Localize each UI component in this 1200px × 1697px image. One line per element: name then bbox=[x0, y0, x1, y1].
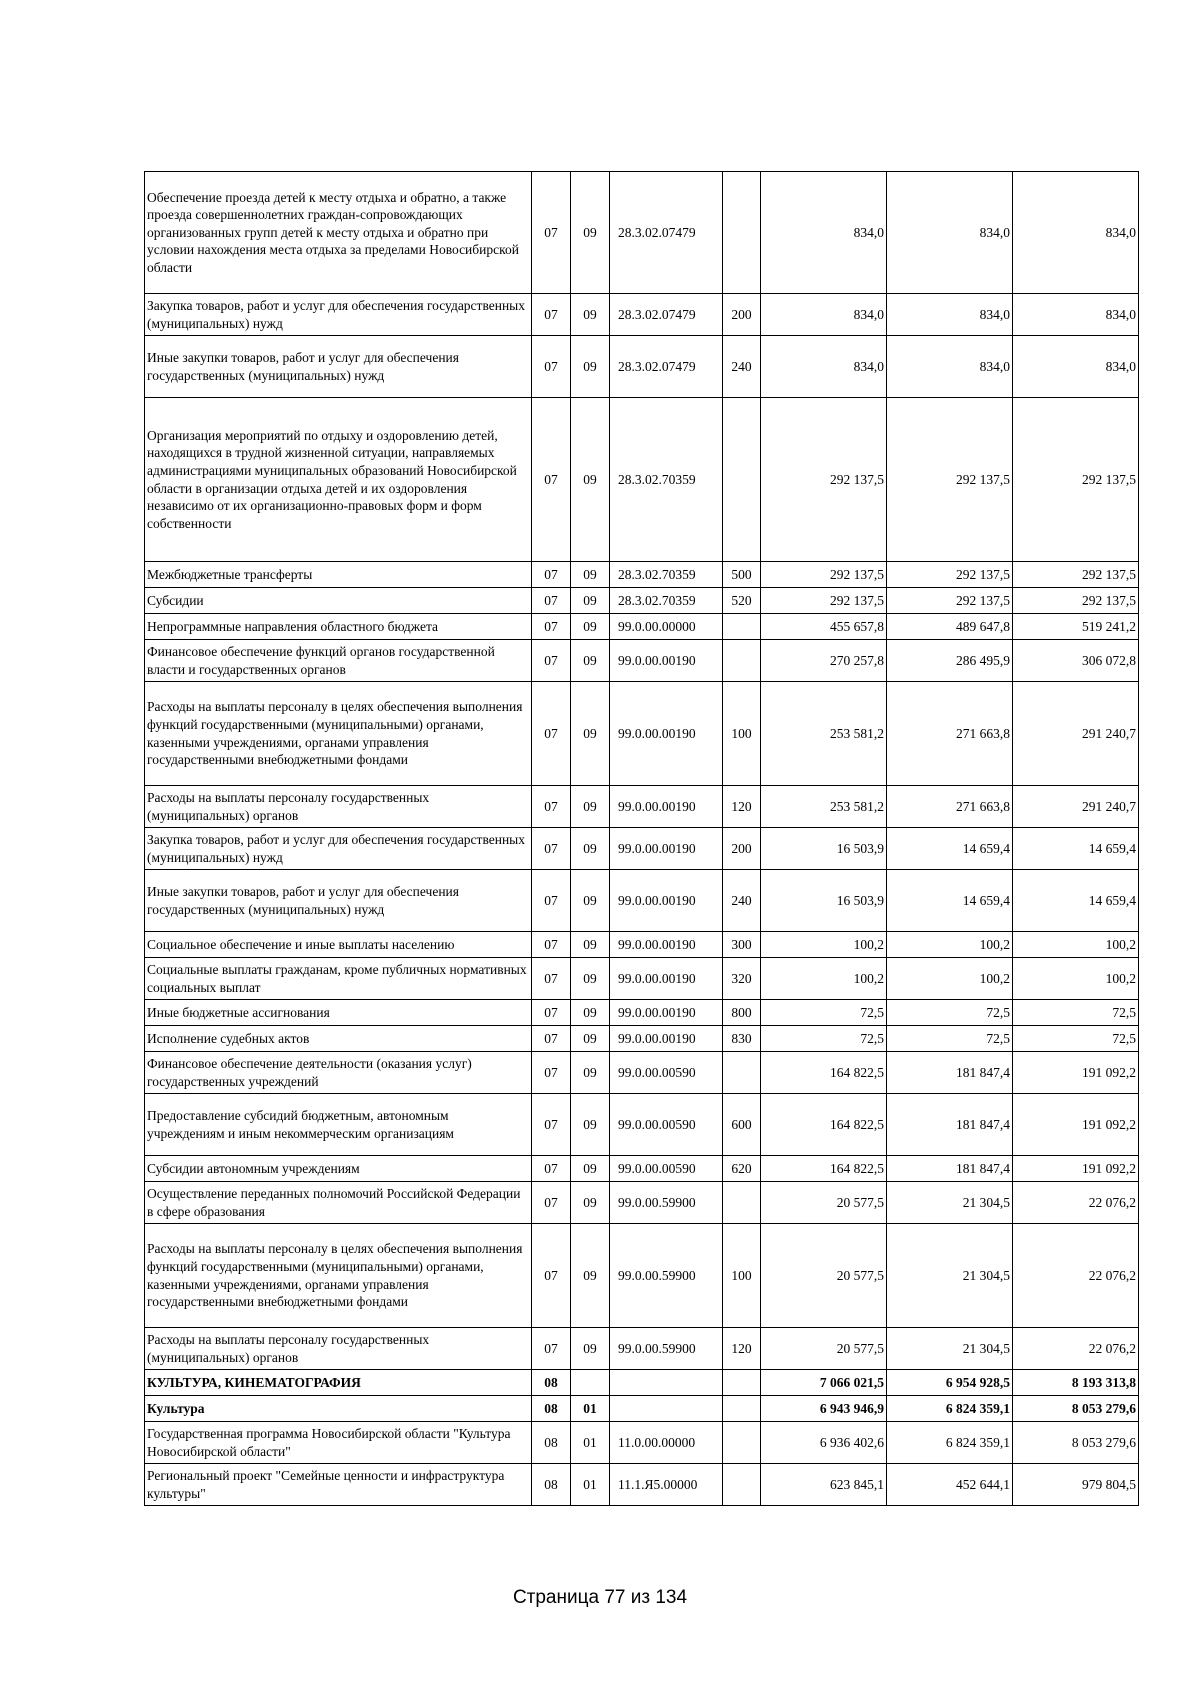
amount-year-3: 292 137,5 bbox=[1013, 588, 1139, 614]
amount-year-3: 8 053 279,6 bbox=[1013, 1396, 1139, 1422]
subsection-code: 09 bbox=[571, 1328, 610, 1370]
subsection-code: 09 bbox=[571, 1182, 610, 1224]
amount-year-2: 72,5 bbox=[887, 1000, 1013, 1026]
amount-year-1: 292 137,5 bbox=[761, 588, 887, 614]
amount-year-1: 6 936 402,6 bbox=[761, 1422, 887, 1464]
row-name: Расходы на выплаты персоналу государственных (муниципальных) органов bbox=[145, 1328, 532, 1370]
section-code: 07 bbox=[532, 1156, 571, 1182]
subsection-code: 09 bbox=[571, 1156, 610, 1182]
row-name: Социальное обеспечение и иные выплаты населению bbox=[145, 932, 532, 958]
target-article-code: 99.0.00.00590 bbox=[610, 1156, 723, 1182]
amount-year-3: 191 092,2 bbox=[1013, 1094, 1139, 1156]
section-code: 07 bbox=[532, 1000, 571, 1026]
row-name: Региональный проект "Семейные ценности и инфраструктура культуры" bbox=[145, 1464, 532, 1506]
amount-year-1: 16 503,9 bbox=[761, 870, 887, 932]
row-name: Организация мероприятий по отдыху и оздоровлению детей, находящихся в трудной жизненной ситуации, направляемых администрациями муниципальных образований Новосибирской области в организации отдыха детей и их оздоровления независимо от их организационно-правовых форм и форм собственности bbox=[145, 398, 532, 562]
amount-year-2: 292 137,5 bbox=[887, 562, 1013, 588]
amount-year-1: 6 943 946,9 bbox=[761, 1396, 887, 1422]
amount-year-3: 8 053 279,6 bbox=[1013, 1422, 1139, 1464]
amount-year-2: 6 824 359,1 bbox=[887, 1422, 1013, 1464]
subsection-code: 09 bbox=[571, 1000, 610, 1026]
amount-year-3: 979 804,5 bbox=[1013, 1464, 1139, 1506]
row-name: Государственная программа Новосибирской области "Культура Новосибирской области" bbox=[145, 1422, 532, 1464]
target-article-code: 99.0.00.00190 bbox=[610, 682, 723, 786]
amount-year-1: 623 845,1 bbox=[761, 1464, 887, 1506]
table-row bbox=[145, 1224, 1139, 1328]
amount-year-1: 164 822,5 bbox=[761, 1094, 887, 1156]
section-code: 07 bbox=[532, 1328, 571, 1370]
expense-type-code bbox=[723, 640, 761, 682]
table-row bbox=[145, 958, 1139, 1000]
expense-type-code: 100 bbox=[723, 1224, 761, 1328]
table-row bbox=[145, 614, 1139, 640]
section-code: 07 bbox=[532, 1182, 571, 1224]
expense-type-code bbox=[723, 1464, 761, 1506]
subsection-code: 09 bbox=[571, 1224, 610, 1328]
amount-year-2: 286 495,9 bbox=[887, 640, 1013, 682]
target-article-code: 99.0.00.00190 bbox=[610, 1026, 723, 1052]
target-article-code bbox=[610, 1370, 723, 1396]
amount-year-1: 834,0 bbox=[761, 172, 887, 294]
section-code: 07 bbox=[532, 786, 571, 828]
row-name: Иные бюджетные ассигнования bbox=[145, 1000, 532, 1026]
table-row bbox=[145, 398, 1139, 562]
row-name: Обеспечение проезда детей к месту отдыха и обратно, а также проезда совершеннолетних граждан-сопровождающих организованных групп детей к месту отдыха и обратно при условии нахождения места отдыха за пределами Новосибирской области bbox=[145, 172, 532, 294]
row-name: Непрограммные направления областного бюджета bbox=[145, 614, 532, 640]
amount-year-3: 22 076,2 bbox=[1013, 1328, 1139, 1370]
expense-type-code: 620 bbox=[723, 1156, 761, 1182]
amount-year-2: 834,0 bbox=[887, 294, 1013, 336]
subsection-code: 09 bbox=[571, 562, 610, 588]
subsection-code: 09 bbox=[571, 682, 610, 786]
table-row bbox=[145, 562, 1139, 588]
amount-year-2: 271 663,8 bbox=[887, 786, 1013, 828]
amount-year-2: 72,5 bbox=[887, 1026, 1013, 1052]
amount-year-3: 292 137,5 bbox=[1013, 562, 1139, 588]
section-code: 07 bbox=[532, 614, 571, 640]
amount-year-3: 22 076,2 bbox=[1013, 1224, 1139, 1328]
expense-type-code bbox=[723, 172, 761, 294]
target-article-code: 99.0.00.00190 bbox=[610, 870, 723, 932]
amount-year-3: 834,0 bbox=[1013, 172, 1139, 294]
amount-year-2: 100,2 bbox=[887, 932, 1013, 958]
amount-year-3: 191 092,2 bbox=[1013, 1156, 1139, 1182]
target-article-code: 99.0.00.59900 bbox=[610, 1224, 723, 1328]
amount-year-2: 489 647,8 bbox=[887, 614, 1013, 640]
subsection-code bbox=[571, 1370, 610, 1396]
table-row bbox=[145, 1026, 1139, 1052]
amount-year-2: 6 824 359,1 bbox=[887, 1396, 1013, 1422]
table-row bbox=[145, 1182, 1139, 1224]
target-article-code: 28.3.02.70359 bbox=[610, 398, 723, 562]
table-row bbox=[145, 1000, 1139, 1026]
amount-year-3: 191 092,2 bbox=[1013, 1052, 1139, 1094]
table-row bbox=[145, 172, 1139, 294]
subsection-code: 09 bbox=[571, 614, 610, 640]
amount-year-2: 21 304,5 bbox=[887, 1328, 1013, 1370]
subsection-code: 09 bbox=[571, 932, 610, 958]
row-name: Межбюджетные трансферты bbox=[145, 562, 532, 588]
expense-type-code bbox=[723, 1422, 761, 1464]
expense-type-code: 320 bbox=[723, 958, 761, 1000]
row-name: Иные закупки товаров, работ и услуг для обеспечения государственных (муниципальных) нужд bbox=[145, 336, 532, 398]
expense-type-code bbox=[723, 1370, 761, 1396]
section-code: 07 bbox=[532, 932, 571, 958]
amount-year-3: 291 240,7 bbox=[1013, 682, 1139, 786]
target-article-code: 99.0.00.59900 bbox=[610, 1182, 723, 1224]
row-name: Социальные выплаты гражданам, кроме публичных нормативных социальных выплат bbox=[145, 958, 532, 1000]
amount-year-3: 72,5 bbox=[1013, 1000, 1139, 1026]
section-code: 08 bbox=[532, 1464, 571, 1506]
row-name: Финансовое обеспечение функций органов государственной власти и государственных органов bbox=[145, 640, 532, 682]
subsection-code: 01 bbox=[571, 1396, 610, 1422]
table-row bbox=[145, 828, 1139, 870]
table-row bbox=[145, 1464, 1139, 1506]
amount-year-1: 164 822,5 bbox=[761, 1156, 887, 1182]
amount-year-2: 452 644,1 bbox=[887, 1464, 1013, 1506]
row-name: Предоставление субсидий бюджетным, автономным учреждениям и иным некоммерческим организациям bbox=[145, 1094, 532, 1156]
row-name: Субсидии bbox=[145, 588, 532, 614]
page-number: Страница 77 из 134 bbox=[512, 1587, 688, 1608]
table-row bbox=[145, 786, 1139, 828]
row-name: Осуществление переданных полномочий Российской Федерации в сфере образования bbox=[145, 1182, 532, 1224]
section-code: 07 bbox=[532, 172, 571, 294]
subsection-code: 09 bbox=[571, 870, 610, 932]
section-code: 07 bbox=[532, 958, 571, 1000]
section-code: 07 bbox=[532, 398, 571, 562]
amount-year-3: 291 240,7 bbox=[1013, 786, 1139, 828]
subsection-code: 09 bbox=[571, 958, 610, 1000]
expense-type-code bbox=[723, 1396, 761, 1422]
amount-year-2: 100,2 bbox=[887, 958, 1013, 1000]
target-article-code: 99.0.00.00190 bbox=[610, 640, 723, 682]
amount-year-1: 270 257,8 bbox=[761, 640, 887, 682]
subsection-code: 01 bbox=[571, 1464, 610, 1506]
subsection-code: 09 bbox=[571, 588, 610, 614]
target-article-code: 99.0.00.00190 bbox=[610, 786, 723, 828]
amount-year-1: 455 657,8 bbox=[761, 614, 887, 640]
table-row bbox=[145, 682, 1139, 786]
table-row bbox=[145, 1052, 1139, 1094]
expense-type-code: 600 bbox=[723, 1094, 761, 1156]
amount-year-3: 834,0 bbox=[1013, 294, 1139, 336]
target-article-code: 99.0.00.00590 bbox=[610, 1094, 723, 1156]
section-code: 07 bbox=[532, 828, 571, 870]
expense-type-code: 300 bbox=[723, 932, 761, 958]
amount-year-1: 20 577,5 bbox=[761, 1328, 887, 1370]
amount-year-2: 181 847,4 bbox=[887, 1156, 1013, 1182]
subsection-code: 09 bbox=[571, 640, 610, 682]
amount-year-2: 292 137,5 bbox=[887, 398, 1013, 562]
amount-year-1: 72,5 bbox=[761, 1000, 887, 1026]
table-row bbox=[145, 1370, 1139, 1396]
row-name: Субсидии автономным учреждениям bbox=[145, 1156, 532, 1182]
section-code: 07 bbox=[532, 870, 571, 932]
subsection-code: 09 bbox=[571, 1026, 610, 1052]
amount-year-2: 21 304,5 bbox=[887, 1182, 1013, 1224]
target-article-code: 99.0.00.00590 bbox=[610, 1052, 723, 1094]
target-article-code: 28.3.02.70359 bbox=[610, 588, 723, 614]
subsection-code: 09 bbox=[571, 172, 610, 294]
amount-year-3: 22 076,2 bbox=[1013, 1182, 1139, 1224]
expense-type-code: 120 bbox=[723, 786, 761, 828]
amount-year-2: 14 659,4 bbox=[887, 870, 1013, 932]
table-row bbox=[145, 1156, 1139, 1182]
target-article-code: 28.3.02.70359 bbox=[610, 562, 723, 588]
amount-year-3: 306 072,8 bbox=[1013, 640, 1139, 682]
expense-type-code: 800 bbox=[723, 1000, 761, 1026]
table-row bbox=[145, 870, 1139, 932]
section-code: 07 bbox=[532, 336, 571, 398]
expense-type-code: 500 bbox=[723, 562, 761, 588]
row-name: Финансовое обеспечение деятельности (оказания услуг) государственных учреждений bbox=[145, 1052, 532, 1094]
amount-year-1: 72,5 bbox=[761, 1026, 887, 1052]
expense-type-code bbox=[723, 398, 761, 562]
section-code: 07 bbox=[532, 294, 571, 336]
amount-year-1: 164 822,5 bbox=[761, 1052, 887, 1094]
amount-year-1: 253 581,2 bbox=[761, 786, 887, 828]
amount-year-3: 292 137,5 bbox=[1013, 398, 1139, 562]
amount-year-2: 6 954 928,5 bbox=[887, 1370, 1013, 1396]
amount-year-1: 834,0 bbox=[761, 336, 887, 398]
target-article-code: 28.3.02.07479 bbox=[610, 336, 723, 398]
amount-year-1: 100,2 bbox=[761, 932, 887, 958]
amount-year-2: 14 659,4 bbox=[887, 828, 1013, 870]
amount-year-2: 834,0 bbox=[887, 172, 1013, 294]
section-code: 08 bbox=[532, 1370, 571, 1396]
table-row bbox=[145, 932, 1139, 958]
section-code: 08 bbox=[532, 1422, 571, 1464]
amount-year-1: 7 066 021,5 bbox=[761, 1370, 887, 1396]
expense-type-code: 200 bbox=[723, 294, 761, 336]
table-row bbox=[145, 1094, 1139, 1156]
target-article-code bbox=[610, 1396, 723, 1422]
amount-year-1: 253 581,2 bbox=[761, 682, 887, 786]
row-name: Исполнение судебных актов bbox=[145, 1026, 532, 1052]
table-row bbox=[145, 588, 1139, 614]
amount-year-2: 834,0 bbox=[887, 336, 1013, 398]
amount-year-3: 100,2 bbox=[1013, 932, 1139, 958]
amount-year-1: 292 137,5 bbox=[761, 398, 887, 562]
subsection-code: 09 bbox=[571, 398, 610, 562]
expense-type-code bbox=[723, 1182, 761, 1224]
table-row bbox=[145, 336, 1139, 398]
target-article-code: 28.3.02.07479 bbox=[610, 294, 723, 336]
amount-year-2: 21 304,5 bbox=[887, 1224, 1013, 1328]
amount-year-1: 20 577,5 bbox=[761, 1224, 887, 1328]
amount-year-3: 834,0 bbox=[1013, 336, 1139, 398]
amount-year-2: 181 847,4 bbox=[887, 1052, 1013, 1094]
row-name: Расходы на выплаты персоналу государственных (муниципальных) органов bbox=[145, 786, 532, 828]
amount-year-2: 292 137,5 bbox=[887, 588, 1013, 614]
target-article-code: 99.0.00.00190 bbox=[610, 958, 723, 1000]
row-name: КУЛЬТУРА, КИНЕМАТОГРАФИЯ bbox=[145, 1370, 532, 1396]
target-article-code: 99.0.00.00190 bbox=[610, 828, 723, 870]
section-code: 07 bbox=[532, 1026, 571, 1052]
expense-type-code: 830 bbox=[723, 1026, 761, 1052]
subsection-code: 09 bbox=[571, 336, 610, 398]
expense-type-code: 200 bbox=[723, 828, 761, 870]
section-code: 07 bbox=[532, 1052, 571, 1094]
amount-year-3: 519 241,2 bbox=[1013, 614, 1139, 640]
amount-year-1: 834,0 bbox=[761, 294, 887, 336]
section-code: 07 bbox=[532, 588, 571, 614]
amount-year-1: 292 137,5 bbox=[761, 562, 887, 588]
budget-table bbox=[144, 171, 1139, 1506]
target-article-code: 99.0.00.00190 bbox=[610, 932, 723, 958]
row-name: Закупка товаров, работ и услуг для обеспечения государственных (муниципальных) нужд bbox=[145, 294, 532, 336]
table-row bbox=[145, 640, 1139, 682]
amount-year-2: 181 847,4 bbox=[887, 1094, 1013, 1156]
subsection-code: 09 bbox=[571, 786, 610, 828]
row-name: Закупка товаров, работ и услуг для обеспечения государственных (муниципальных) нужд bbox=[145, 828, 532, 870]
expense-type-code: 240 bbox=[723, 336, 761, 398]
amount-year-1: 100,2 bbox=[761, 958, 887, 1000]
section-code: 07 bbox=[532, 1224, 571, 1328]
row-name: Расходы на выплаты персоналу в целях обеспечения выполнения функций государственными (муниципальными) органами, казенными учреждениями, органами управления государственными внебюджетными фондами bbox=[145, 1224, 532, 1328]
section-code: 07 bbox=[532, 640, 571, 682]
expense-type-code: 240 bbox=[723, 870, 761, 932]
target-article-code: 28.3.02.07479 bbox=[610, 172, 723, 294]
amount-year-1: 20 577,5 bbox=[761, 1182, 887, 1224]
expense-type-code bbox=[723, 1052, 761, 1094]
expense-type-code bbox=[723, 614, 761, 640]
amount-year-3: 100,2 bbox=[1013, 958, 1139, 1000]
target-article-code: 99.0.00.00000 bbox=[610, 614, 723, 640]
table-row bbox=[145, 294, 1139, 336]
subsection-code: 09 bbox=[571, 1094, 610, 1156]
row-name: Иные закупки товаров, работ и услуг для обеспечения государственных (муниципальных) нужд bbox=[145, 870, 532, 932]
expense-type-code: 520 bbox=[723, 588, 761, 614]
expense-type-code: 120 bbox=[723, 1328, 761, 1370]
section-code: 07 bbox=[532, 562, 571, 588]
section-code: 07 bbox=[532, 1094, 571, 1156]
amount-year-1: 16 503,9 bbox=[761, 828, 887, 870]
amount-year-3: 8 193 313,8 bbox=[1013, 1370, 1139, 1396]
subsection-code: 09 bbox=[571, 294, 610, 336]
table-row bbox=[145, 1328, 1139, 1370]
row-name: Расходы на выплаты персоналу в целях обеспечения выполнения функций государственными (муниципальными) органами, казенными учреждениями, органами управления государственными внебюджетными фондами bbox=[145, 682, 532, 786]
subsection-code: 09 bbox=[571, 828, 610, 870]
target-article-code: 11.0.00.00000 bbox=[610, 1422, 723, 1464]
section-code: 08 bbox=[532, 1396, 571, 1422]
target-article-code: 99.0.00.59900 bbox=[610, 1328, 723, 1370]
table-row bbox=[145, 1422, 1139, 1464]
amount-year-2: 271 663,8 bbox=[887, 682, 1013, 786]
amount-year-3: 14 659,4 bbox=[1013, 870, 1139, 932]
table-body bbox=[145, 172, 1139, 1506]
amount-year-3: 14 659,4 bbox=[1013, 828, 1139, 870]
subsection-code: 01 bbox=[571, 1422, 610, 1464]
section-code: 07 bbox=[532, 682, 571, 786]
expense-type-code: 100 bbox=[723, 682, 761, 786]
target-article-code: 99.0.00.00190 bbox=[610, 1000, 723, 1026]
target-article-code: 11.1.Я5.00000 bbox=[610, 1464, 723, 1506]
table-row bbox=[145, 1396, 1139, 1422]
subsection-code: 09 bbox=[571, 1052, 610, 1094]
row-name: Культура bbox=[145, 1396, 532, 1422]
amount-year-3: 72,5 bbox=[1013, 1026, 1139, 1052]
